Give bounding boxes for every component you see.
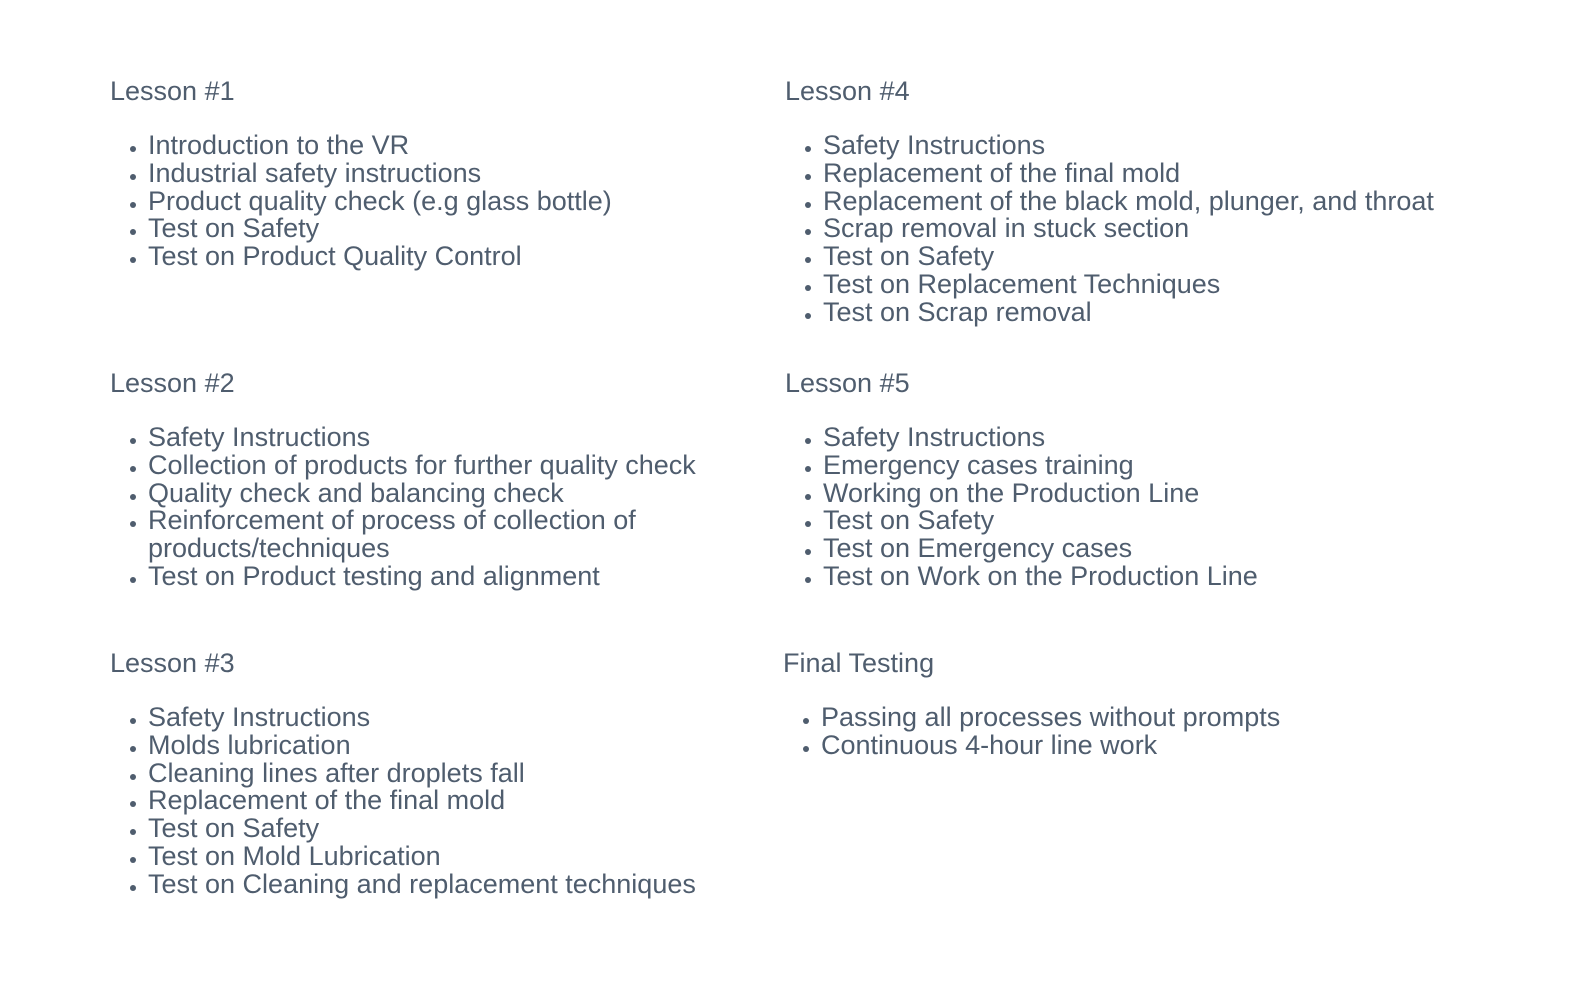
list-item: • Test on Product testing and alignment [148,563,750,591]
lesson-4-title: Lesson #4 [785,76,910,106]
list-item: • Test on Safety [148,815,750,843]
final-testing-section [783,649,1503,760]
list-item: • Replacement of the final mold [148,787,750,815]
list-item: • Reinforcement of process of collection of products/techniques [148,507,708,563]
list-item: • Passing all processes without prompts [821,704,1503,732]
list-item: • Cleaning lines after droplets fall [148,760,750,788]
list-item: • Replacement of the black mold, plunger, and throat [823,188,1505,216]
list-item: • Collection of products for further quality check [148,452,750,480]
list-item: • Test on Safety [823,243,1505,271]
list-item: • Test on Safety [148,215,750,243]
list-item: • Industrial safety instructions [148,160,750,188]
list-item: • Test on Replacement Techniques [823,271,1505,299]
lesson-1-list [110,132,750,271]
final-testing-list [783,704,1503,760]
final-testing-title: Final Testing [783,648,935,678]
list-item: • Introduction to the VR [148,132,750,160]
lesson-3-section [110,649,750,899]
lesson-5-title: Lesson #5 [785,368,910,398]
list-item: • Molds lubrication [148,732,750,760]
list-item: • Test on Scrap removal [823,299,1505,327]
list-item: • Safety Instructions [148,424,750,452]
list-item: • Test on Cleaning and replacement techniques [148,871,750,899]
list-item: • Test on Emergency cases [823,535,1505,563]
list-item: • Safety Instructions [823,424,1505,452]
lesson-1-title: Lesson #1 [110,76,235,106]
lesson-2-section [110,369,750,591]
lesson-2-title: Lesson #2 [110,368,235,398]
list-item: • Test on Product Quality Control [148,243,750,271]
list-item: • Test on Safety [823,507,1505,535]
list-item: • Replacement of the final mold [823,160,1505,188]
lesson-5-section [785,369,1505,591]
list-item: • Working on the Production Line [823,480,1505,508]
list-item: • Product quality check (e.g glass bottle) [148,188,750,216]
lesson-5-list [785,424,1505,591]
lesson-3-title: Lesson #3 [110,648,235,678]
list-item: • Safety Instructions [823,132,1505,160]
list-item: • Test on Mold Lubrication [148,843,750,871]
list-item: • Continuous 4-hour line work [821,732,1503,760]
lesson-2-list [110,424,750,591]
list-item: • Test on Work on the Production Line [823,563,1505,591]
lesson-4-list [785,132,1505,327]
lesson-4-section [785,77,1505,327]
list-item: • Emergency cases training [823,452,1505,480]
lesson-3-list [110,704,750,899]
list-item: • Scrap removal in stuck section [823,215,1505,243]
list-item: • Quality check and balancing check [148,480,750,508]
lesson-1-section [110,77,750,271]
list-item: • Safety Instructions [148,704,750,732]
